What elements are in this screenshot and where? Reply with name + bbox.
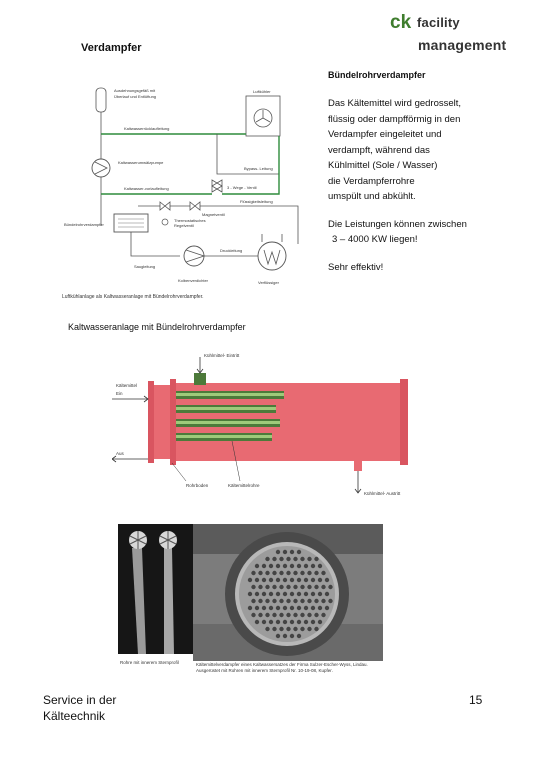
tube-hole	[307, 585, 311, 589]
tube-hole	[325, 606, 329, 610]
tube-hole	[265, 613, 269, 617]
label-ein: Ein	[116, 391, 123, 396]
tube-hole	[283, 564, 287, 568]
side-paragraph-3	[328, 260, 538, 276]
tube-hole	[318, 620, 322, 624]
tube-hole	[290, 606, 294, 610]
label-km-eintritt: Kühlmittel- Eintritt	[204, 353, 240, 358]
text-line: Verdampfer eingeleitet und	[328, 129, 442, 140]
tube-hole	[318, 564, 322, 568]
page-title: Verdampfer	[81, 42, 142, 54]
tube-hole	[318, 578, 322, 582]
tube-hole	[279, 627, 283, 631]
tube-hole	[314, 627, 318, 631]
tube-hole	[283, 578, 287, 582]
tube-hole	[297, 592, 301, 596]
label-verfluessiger: Verflüssiger	[258, 280, 279, 285]
label-magnetventil: Magnetventil	[202, 212, 225, 217]
side-title: Bündelrohrverdampfer	[328, 70, 426, 80]
tube-hole	[304, 592, 308, 596]
label-fluessig: Flüssigkeitsleitung	[240, 199, 273, 204]
tube-hole	[311, 620, 315, 624]
tube-hole	[272, 627, 276, 631]
label-kw-rueck: Kaltwasserrücklaufleitung	[124, 126, 170, 131]
tube-hole	[314, 585, 318, 589]
tube-hole	[311, 592, 315, 596]
label-luftkuehler: Luftkühler	[253, 89, 271, 94]
side-paragraph-1	[328, 96, 538, 205]
text-line: 3 – 4000 KW liegen!	[332, 234, 418, 245]
label-saug: Saugleitung	[134, 264, 156, 269]
tube-hole	[258, 599, 262, 603]
tube-hole	[328, 599, 332, 603]
tube-hole	[297, 634, 301, 638]
tube-hole	[279, 557, 283, 561]
tube-hole	[276, 606, 280, 610]
tube-hole	[300, 613, 304, 617]
tube-hole	[279, 613, 283, 617]
tube-hole	[286, 585, 290, 589]
tube-hole	[286, 599, 290, 603]
logo-ck: ck	[390, 12, 412, 33]
tube-hole	[321, 599, 325, 603]
tube-hole	[304, 606, 308, 610]
side-text	[328, 96, 538, 287]
label-thermo2: Regelventil	[174, 223, 194, 228]
tube-hole	[248, 592, 252, 596]
tube-hole	[297, 578, 301, 582]
footer-text	[43, 692, 116, 724]
tube-hole	[314, 571, 318, 575]
tube-hole	[321, 571, 325, 575]
tube-hole	[307, 627, 311, 631]
tube-hole	[255, 620, 259, 624]
solenoid-valve-icon	[190, 202, 200, 210]
tube-hole	[251, 613, 255, 617]
tube-hole	[286, 613, 290, 617]
label-kaeltemittelrohre: Kältemittelrohre	[228, 483, 260, 488]
tube-hole	[258, 571, 262, 575]
text-line: umspült und abkühlt.	[328, 191, 416, 202]
tube-hole	[304, 578, 308, 582]
tube-hole	[272, 599, 276, 603]
diagram-caption: Luftkühlanlage als Kaltwasseranlage mit Bündelrohrverdampfer.	[62, 294, 204, 300]
chiller-circuit-diagram	[62, 76, 318, 298]
tube-hole	[293, 613, 297, 617]
tube-hole	[325, 578, 329, 582]
tube-hole	[262, 620, 266, 624]
tube-hole	[300, 627, 304, 631]
tube-hole	[248, 606, 252, 610]
tube-hole	[328, 585, 332, 589]
footer-line-1: Service in der	[43, 693, 117, 707]
tube-hole	[283, 634, 287, 638]
tube-hole	[272, 585, 276, 589]
tube-hole	[304, 620, 308, 624]
tube-hole	[283, 550, 287, 554]
label-kw-vorlauf: Kaltwasser-vorlaufleitung	[124, 186, 169, 191]
tube-hole	[272, 571, 276, 575]
tube-hole	[297, 550, 301, 554]
tube-hole	[248, 578, 252, 582]
tube-hole	[255, 578, 259, 582]
tube-hole	[290, 620, 294, 624]
tube-hole	[293, 627, 297, 631]
tube-hole	[304, 564, 308, 568]
tube-hole	[258, 585, 262, 589]
tube-hole	[265, 585, 269, 589]
tube-hole	[307, 613, 311, 617]
text-line: die Verdampferrohre	[328, 175, 415, 187]
tube-hole	[251, 571, 255, 575]
tube-hole	[290, 592, 294, 596]
tube-hole	[272, 613, 276, 617]
tube-hole	[290, 634, 294, 638]
tube-hole	[314, 599, 318, 603]
tube-hole	[307, 599, 311, 603]
label-bypass: Bypass- Leitung	[244, 166, 273, 171]
tube-hole	[293, 571, 297, 575]
tube-hole	[255, 606, 259, 610]
label-aus: Aus	[116, 451, 124, 456]
tube-hole	[262, 564, 266, 568]
tube-hole	[321, 585, 325, 589]
expansion-tank-icon	[96, 88, 106, 112]
evaporator-cutaway-diagram	[112, 343, 430, 515]
label-druck: Druckleitung	[220, 248, 243, 253]
tube-hole	[276, 592, 280, 596]
tube-hole	[255, 564, 259, 568]
section-title: Kaltwasseranlage mit Bündelrohrverdampfer	[68, 322, 246, 332]
thermostatic-valve-icon	[160, 202, 170, 210]
tube-hole	[318, 592, 322, 596]
compressor-icon	[184, 246, 204, 266]
text-line: verdampft, während das	[328, 144, 430, 156]
tube-hole	[297, 620, 301, 624]
tube-hole	[314, 613, 318, 617]
label-kw-pumpe: Kaltwasserumwälzpumpe	[118, 160, 164, 165]
photo-caption-left: Rohre mit innerem Sternprofil	[120, 660, 179, 665]
label-dreiwege: 3 - Wege - Ventil	[227, 185, 257, 190]
tube-hole	[265, 627, 269, 631]
tube-hole	[276, 578, 280, 582]
tube-hole	[290, 564, 294, 568]
tube-hole	[269, 592, 273, 596]
tube-hole	[262, 606, 266, 610]
tube-hole	[300, 599, 304, 603]
tube-hole	[311, 564, 315, 568]
condenser-icon	[258, 242, 286, 270]
text-line: Das Kältemittel wird gedrosselt,	[328, 98, 462, 109]
tube-hole	[307, 571, 311, 575]
label-km-austritt: Kühlmittel- Austritt	[364, 491, 401, 496]
label-kolben: Kolbenverdichter	[178, 278, 209, 283]
tube-hole	[269, 564, 273, 568]
tube-hole	[265, 557, 269, 561]
star-profile-tubes-photo	[118, 524, 193, 654]
tube-hole	[286, 571, 290, 575]
tube-hole	[293, 557, 297, 561]
tube-hole	[272, 557, 276, 561]
tube-hole	[293, 599, 297, 603]
tube-hole	[290, 578, 294, 582]
tube-hole	[262, 578, 266, 582]
tube-hole	[276, 620, 280, 624]
tube-hole	[265, 571, 269, 575]
label-ausdehnung2: Überlauf und Entlüftung	[114, 94, 157, 99]
tube-hole	[314, 557, 318, 561]
footer-line-2: Kälteechnik	[43, 709, 106, 723]
tube-hole	[279, 585, 283, 589]
text-line: Die Leistungen können zwischen	[328, 218, 467, 230]
tube-hole	[276, 564, 280, 568]
label-kaeltemittel: Kältemittel	[116, 383, 138, 388]
tube-hole	[307, 557, 311, 561]
text-line: flüssig oder dampfförmig in den	[328, 113, 461, 125]
tube-hole	[297, 564, 301, 568]
tube-hole	[269, 606, 273, 610]
tube-hole	[283, 592, 287, 596]
tube-hole	[293, 585, 297, 589]
tube-hole	[269, 578, 273, 582]
tube-hole	[276, 634, 280, 638]
tube-hole	[279, 599, 283, 603]
text-line: Sehr effektiv!	[328, 261, 384, 273]
tube-hole	[265, 599, 269, 603]
text-line: Kühlmittel (Sole / Wasser)	[328, 160, 438, 171]
tube-hole	[283, 606, 287, 610]
logo-facility: facility	[417, 15, 460, 30]
label-ausdehnung: Ausdehnungsgefäß mit	[114, 88, 156, 93]
label-thermo: Thermostatisches	[174, 218, 206, 223]
evaporator-tube-sheet-photo	[193, 524, 383, 661]
side-paragraph-2	[328, 217, 538, 248]
tube-hole	[262, 592, 266, 596]
tube-hole	[311, 578, 315, 582]
tube-hole	[283, 620, 287, 624]
three-way-valve-icon	[212, 180, 222, 192]
tube-hole	[300, 557, 304, 561]
tube-hole	[311, 606, 315, 610]
tube-hole	[258, 613, 262, 617]
tube-hole	[269, 620, 273, 624]
tube-hole	[255, 592, 259, 596]
tube-hole	[286, 627, 290, 631]
tube-hole	[251, 585, 255, 589]
tube-hole	[318, 606, 322, 610]
tube-hole	[279, 571, 283, 575]
tube-hole	[276, 550, 280, 554]
label-rohrboden: Rohrboden	[186, 483, 209, 488]
tube-hole	[321, 613, 325, 617]
tube-hole	[300, 571, 304, 575]
photo-caption-right: Kältemittelverdampfer eines Kaltwassersatzes der Firma Sulzer-Escher-Wyss, Lindau. Ausgerüstet mit Rohren mit innerem Sternprofil Nr. 10-19-08, Kupfer.	[196, 662, 368, 673]
tube-hole	[325, 592, 329, 596]
tube-hole	[300, 585, 304, 589]
tube-hole	[286, 557, 290, 561]
page-number: 15	[469, 693, 483, 707]
tube-hole	[290, 550, 294, 554]
tube-hole	[251, 599, 255, 603]
tube-hole	[297, 606, 301, 610]
label-buendel: Bündelrohrverdampfer	[64, 222, 104, 227]
logo-management: management	[418, 37, 507, 53]
